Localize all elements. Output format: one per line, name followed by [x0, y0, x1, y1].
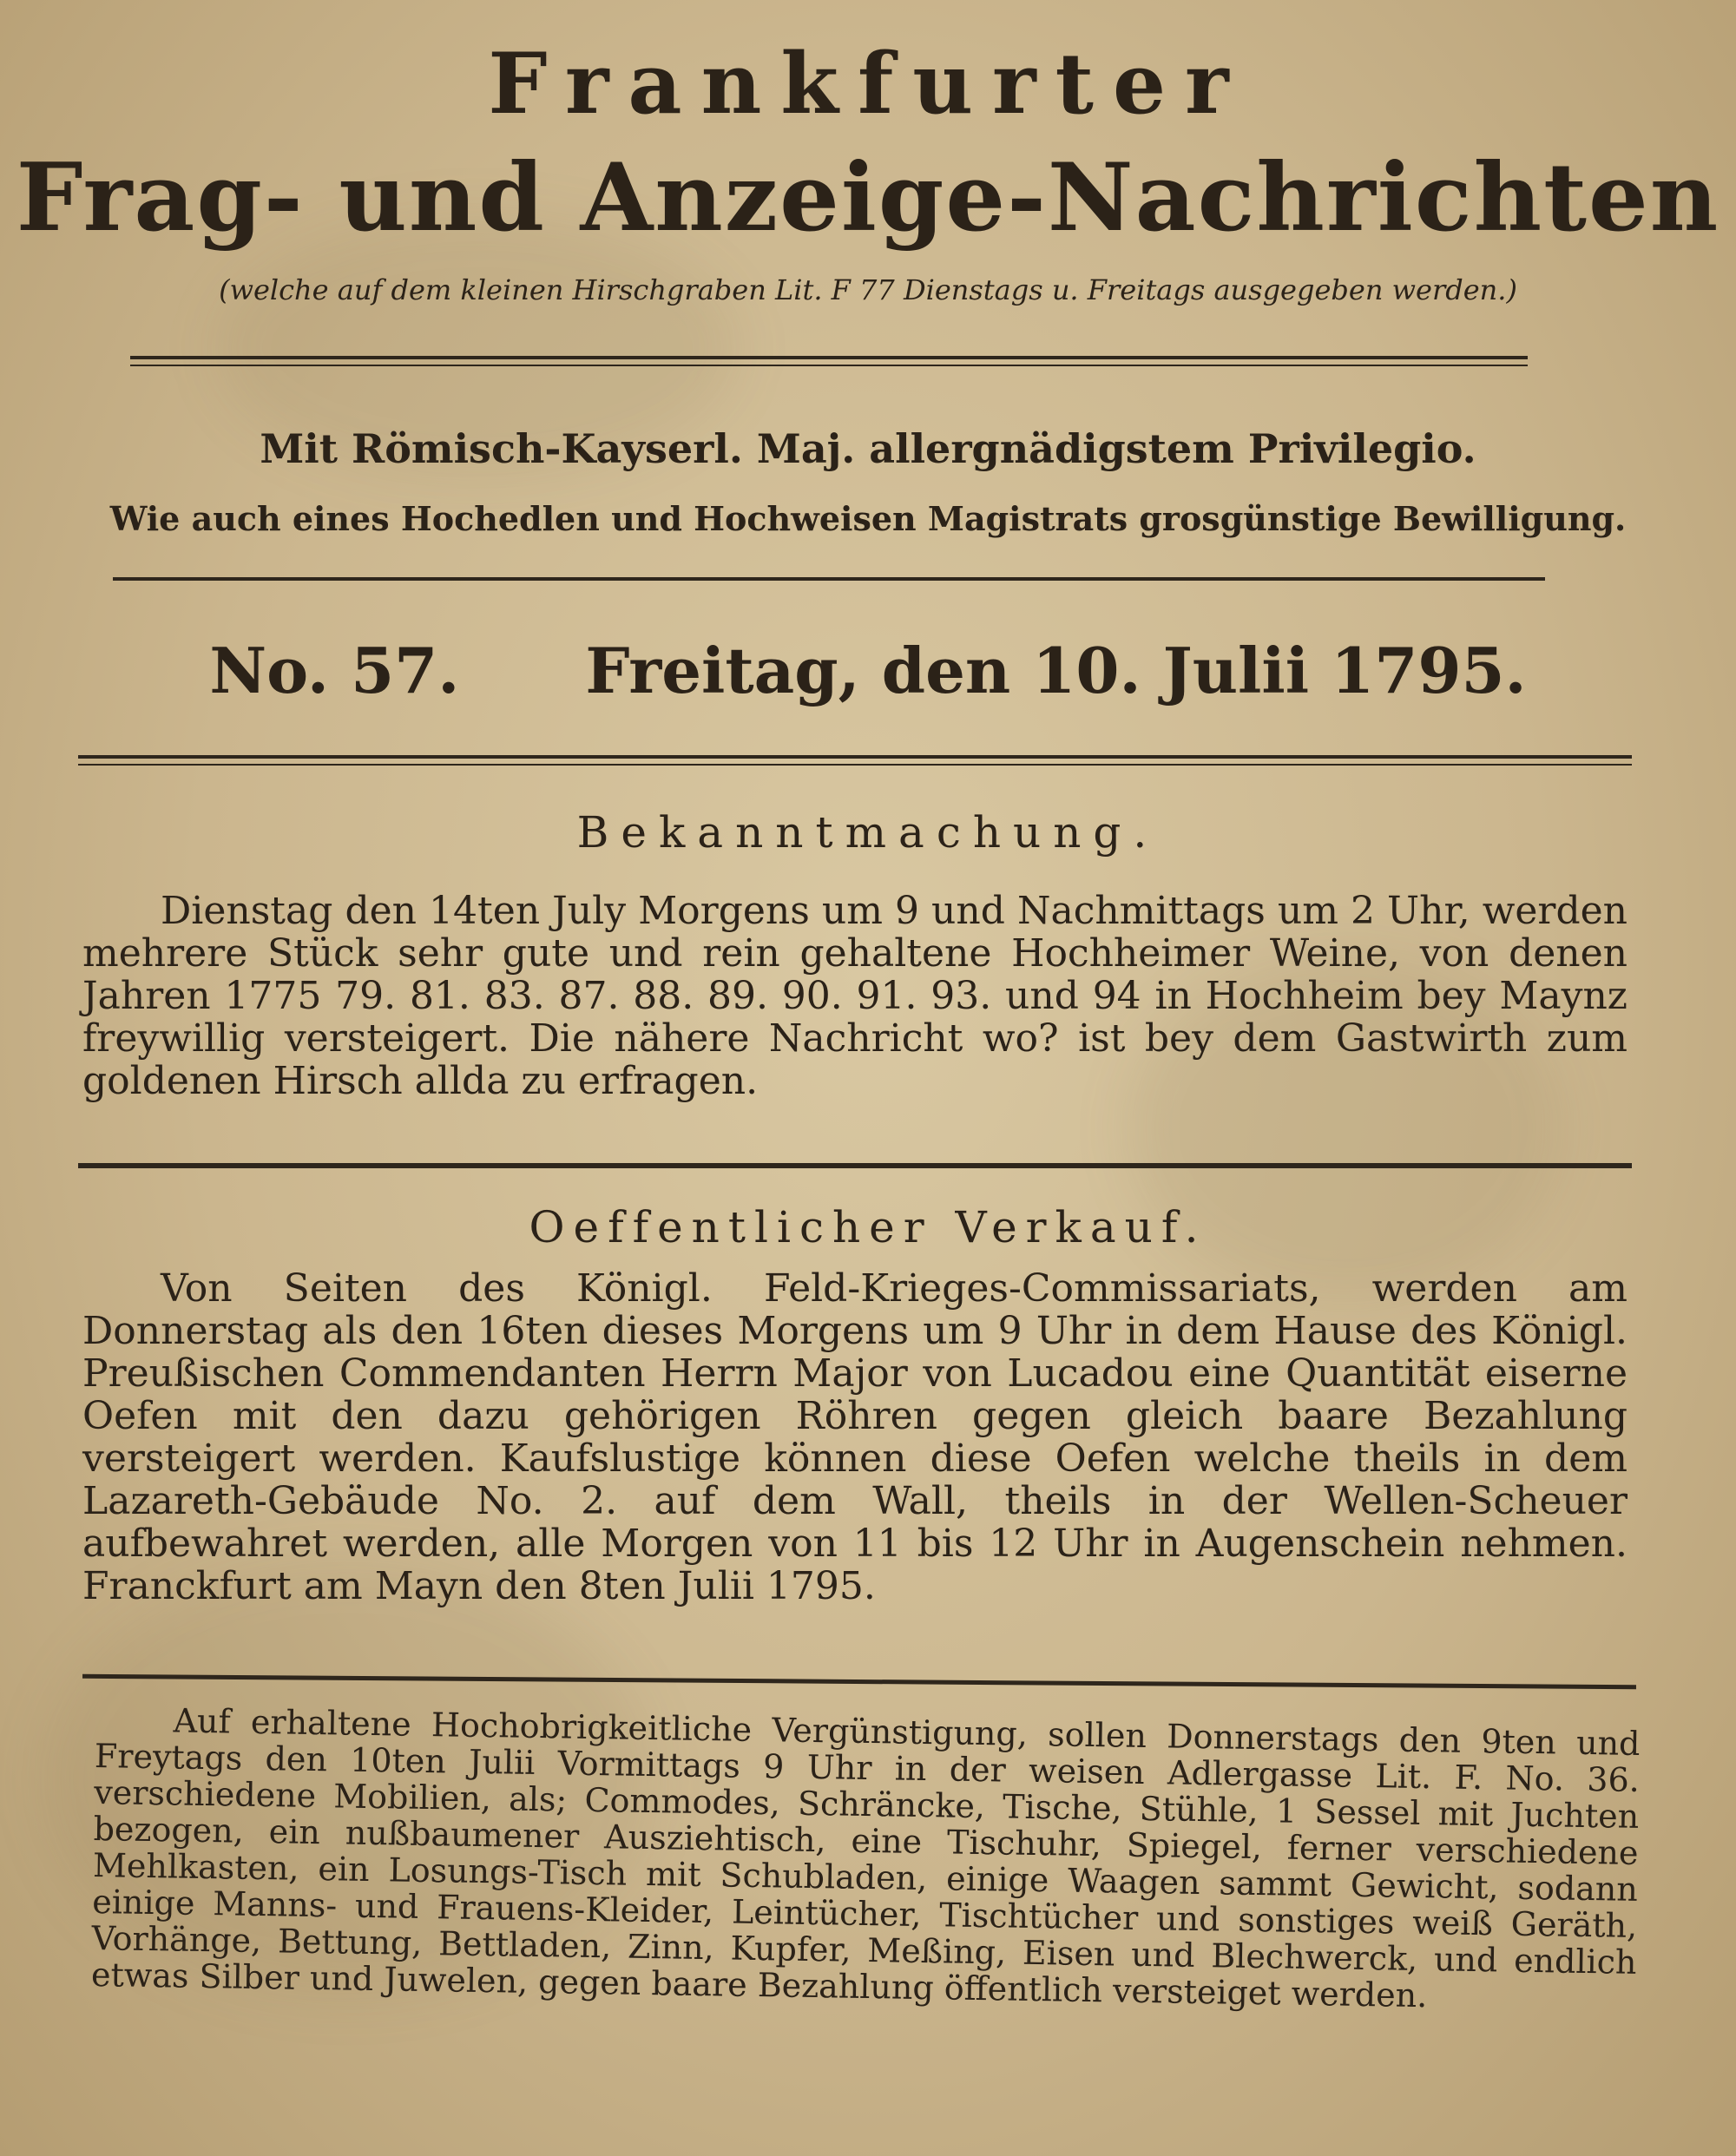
- issue-line: [0, 634, 1736, 707]
- masthead-title-line2: Frag- und Anzeige-Nachrichten: [16, 143, 1720, 253]
- section-heading-verkauf: Oeffentlicher Verkauf.: [529, 1202, 1207, 1252]
- privilege-line2: Wie auch eines Hochedlen und Hochweisen Magistrats grosgünstige Bewilligung.: [109, 499, 1627, 538]
- section-text-verkauf: [82, 1267, 1628, 1607]
- issue-divider: [78, 755, 1632, 766]
- section-heading-bekanntmachung: Bekanntmachung.: [576, 807, 1160, 858]
- paragraph: Dienstag den 14ten July Morgens um 9 und Nachmittags um 2 Uhr, werden mehrere Stück sehr gute und rein gehaltene Hochheimer Weine, von denen Jahren 1775 79. 81. 83. 87. 88. 89. 90. 91. 93. und 94 in Hochheim bey Maynz freywillig versteigert. Die nähere Nachricht wo? ist bey dem Gastwirth zum goldenen Hirsch allda zu erfragen.: [82, 889, 1628, 1103]
- issue-date: Freitag, den 10. Julii 1795.: [585, 634, 1527, 707]
- masthead-divider: [130, 356, 1528, 366]
- paragraph: Von Seiten des Königl. Feld-Krieges-Commissariats, werden am Donnerstag als den 16ten dieses Morgens um 9 Uhr in dem Hause des Königl. Preußischen Commendanten Herrn Major von Lucadou eine Quantität eiserne Oefen mit den dazu gehörigen Röhren gegen gleich baare Bezahlung versteigert werden. Kaufslustige können diese Oefen welche theils in dem Lazareth-Gebäude No. 2. auf dem Wall, theils in der Wellen-Scheuer aufbewahret werden, alle Morgen von 11 bis 12 Uhr in Augenschein nehmen. Franckfurt am Mayn den 8ten Julii 1795.: [82, 1266, 1628, 1608]
- section-text-auction: [91, 1701, 1641, 2017]
- privilege-line1: Mit Römisch-Kayserl. Maj. allergnädigstem Privilegio.: [260, 425, 1476, 472]
- masthead-title-line1: Frankfurter: [488, 35, 1248, 133]
- section-text-bekanntmachung: [82, 890, 1628, 1102]
- paragraph: Auf erhaltene Hochobrigkeitliche Vergünstigung, sollen Donnerstags den 9ten und Freytags den 10ten Julii Vormittags 9 Uhr in der weisen Adlergasse Lit. F. No. 36. verschiedene Mobilien, als; Commodes, Schräncke, Tische, Stühle, 1 Sessel mit Juchten bezogen, ein nußbaumener Ausziehtisch, eine Tischuhr, Spiegel, ferner verschiedene Mehlkasten, ein Losungs-Tisch mit Schubladen, einige Waagen sammt Gewicht, sodann einige Manns- und Frauens-Kleider, Leintücher, Tischtücher und sonstiges weiß Geräth, Vorhänge, Bettung, Bettladen, Zinn, Kupfer, Meßing, Eisen und Blechwerck, und endlich etwas Silber und Juwelen, gegen baare Bezahlung öffentlich versteiget werden.: [90, 1701, 1641, 2015]
- masthead-subtitle: (welche auf dem kleinen Hirschgraben Lit. F 77 Dienstags u. Freitags ausgegeben werden.): [219, 273, 1517, 306]
- issue-number: No. 57.: [209, 634, 460, 707]
- section-divider: [78, 1163, 1632, 1168]
- privilege-divider: [113, 577, 1545, 581]
